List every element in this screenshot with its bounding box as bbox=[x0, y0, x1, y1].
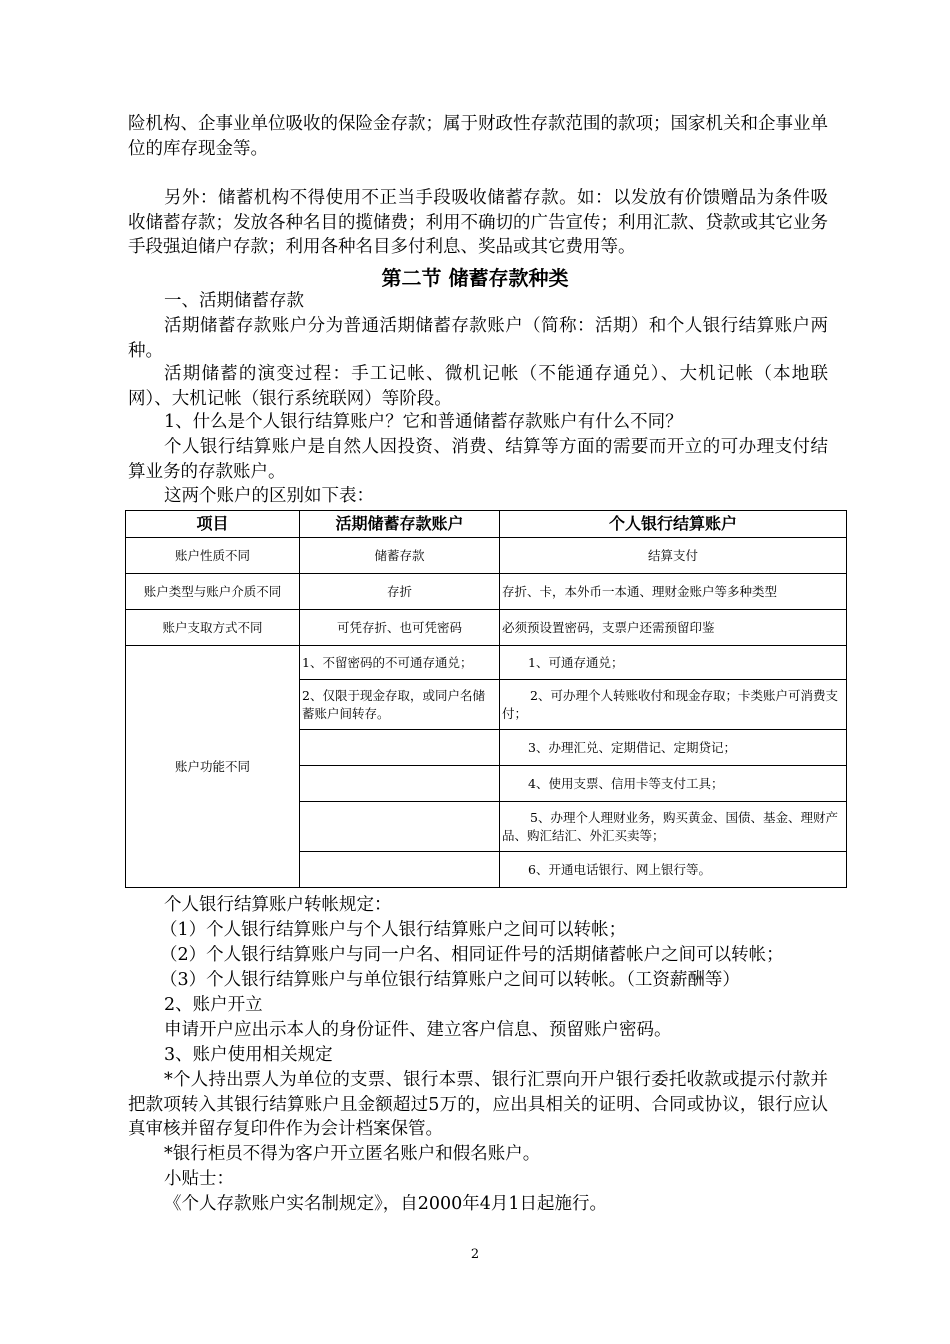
table-cell: 2、可办理个人转账收付和现金存取；卡类账户可消费支付； bbox=[500, 680, 847, 730]
transfer-rules-title: 个人银行结算账户转帐规定： bbox=[164, 895, 392, 915]
table-cell: 账户支取方式不同 bbox=[126, 610, 300, 646]
table-cell bbox=[300, 766, 500, 802]
table-cell: 6、开通电话银行、网上银行等。 bbox=[500, 852, 847, 888]
table-cell: 储蓄存款 bbox=[300, 538, 500, 574]
paragraph-account-opening: 申请开户应出示本人的身份证件、建立客户信息、预留账户密码。 bbox=[164, 1020, 672, 1040]
table-cell: 存折 bbox=[300, 574, 500, 610]
table-cell: 可凭存折、也可凭密码 bbox=[300, 610, 500, 646]
paragraph-continued: 险机构、企事业单位吸收的保险金存款；属于财政性存款范围的款项；国家机关和企事业单位的库存现金等。 bbox=[128, 114, 828, 159]
tip-content: 《个人存款账户实名制规定》，自2000年4月1日起施行。 bbox=[164, 1194, 608, 1214]
paragraph-table-intro: 这两个账户的区别如下表： bbox=[164, 486, 374, 506]
table-cell: 1、不留密码的不可通存通兑； bbox=[300, 646, 500, 680]
paragraph-account-types: 活期储蓄存款账户分为普通活期储蓄存款账户（简称：活期）和个人银行结算账户两种。 bbox=[128, 316, 828, 361]
transfer-rule-2: （2）个人银行结算账户与同一户名、相同证件号的活期储蓄帐户之间可以转帐； bbox=[160, 945, 784, 965]
subheading-account-opening: 2、账户开立 bbox=[164, 995, 263, 1015]
table-row bbox=[126, 646, 847, 680]
table-cell bbox=[300, 852, 500, 888]
table-cell: 账户性质不同 bbox=[126, 538, 300, 574]
table-cell: 2、仅限于现金存取，或同户名储蓄账户间转存。 bbox=[300, 680, 500, 730]
transfer-rule-3: （3）个人银行结算账户与单位银行结算账户之间可以转帐。（工资薪酬等） bbox=[160, 970, 740, 990]
subheading-demand-deposit: 一、活期储蓄存款 bbox=[164, 291, 304, 311]
table-cell: 5、办理个人理财业务，购买黄金、国债、基金、理财产品、购汇结汇、外汇买卖等； bbox=[500, 802, 847, 852]
table-row bbox=[126, 574, 847, 610]
transfer-rule-1: （1）个人银行结算账户与个人银行结算账户之间可以转帐； bbox=[160, 920, 627, 940]
table-cell: 结算支付 bbox=[500, 538, 847, 574]
table-row bbox=[126, 538, 847, 574]
table-cell bbox=[300, 730, 500, 766]
tip-label: 小贴士： bbox=[164, 1169, 234, 1189]
table-cell-function-label: 账户功能不同 bbox=[126, 646, 300, 888]
table-cell: 1、可通存通兑； bbox=[500, 646, 847, 680]
table-row bbox=[126, 610, 847, 646]
paragraph-settlement-definition: 个人银行结算账户是自然人因投资、消费、结算等方面的需要而开立的可办理支付结算业务的存款账户。 bbox=[128, 437, 828, 482]
table-cell: 必须预设置密码，支票户还需预留印鉴 bbox=[500, 610, 847, 646]
table-cell: 3、办理汇兑、定期借记、定期贷记； bbox=[500, 730, 847, 766]
page-number: 2 bbox=[470, 1247, 480, 1262]
table-cell: 存折、卡，本外币一本通、理财金账户等多种类型 bbox=[500, 574, 847, 610]
table-header-cell: 个人银行结算账户 bbox=[500, 511, 847, 538]
table-header-cell: 项目 bbox=[126, 511, 300, 538]
paragraph-restrictions: 另外：储蓄机构不得使用不正当手段吸收储蓄存款。如：以发放有价馈赠品为条件吸收储蓄存款；发放各种名目的揽储费；利用不确切的广告宣传；利用汇款、贷款或其它业务手段强迫储户存款；利用各种名目多付利息、奖品或其它费用等。 bbox=[128, 188, 828, 257]
subheading-usage-rules: 3、账户使用相关规定 bbox=[164, 1045, 333, 1065]
question-settlement-account: 1、什么是个人银行结算账户？它和普通储蓄存款账户有什么不同？ bbox=[164, 412, 683, 432]
section-title: 第二节 储蓄存款种类 bbox=[381, 266, 569, 290]
paragraph-evolution: 活期储蓄的演变过程：手工记帐、微机记帐（不能通存通兑）、大机记帐（本地联网）、大机记帐（银行系统联网）等阶段。 bbox=[128, 364, 828, 409]
paragraph-usage-rule-2: *银行柜员不得为客户开立匿名账户和假名账户。 bbox=[164, 1144, 541, 1164]
table-cell: 账户类型与账户介质不同 bbox=[126, 574, 300, 610]
table-cell: 4、使用支票、信用卡等支付工具； bbox=[500, 766, 847, 802]
comparison-table bbox=[125, 510, 847, 888]
paragraph-usage-rule-1: *个人持出票人为单位的支票、银行本票、银行汇票向开户银行委托收款或提示付款并把款项转入其银行结算账户且金额超过5万的，应出具相关的证明、合同或协议，银行应认真审核并留存复印件作为会计档案保管。 bbox=[128, 1070, 828, 1139]
table-cell bbox=[300, 802, 500, 852]
table-header-cell: 活期储蓄存款账户 bbox=[300, 511, 500, 538]
table-header-row bbox=[126, 511, 847, 538]
